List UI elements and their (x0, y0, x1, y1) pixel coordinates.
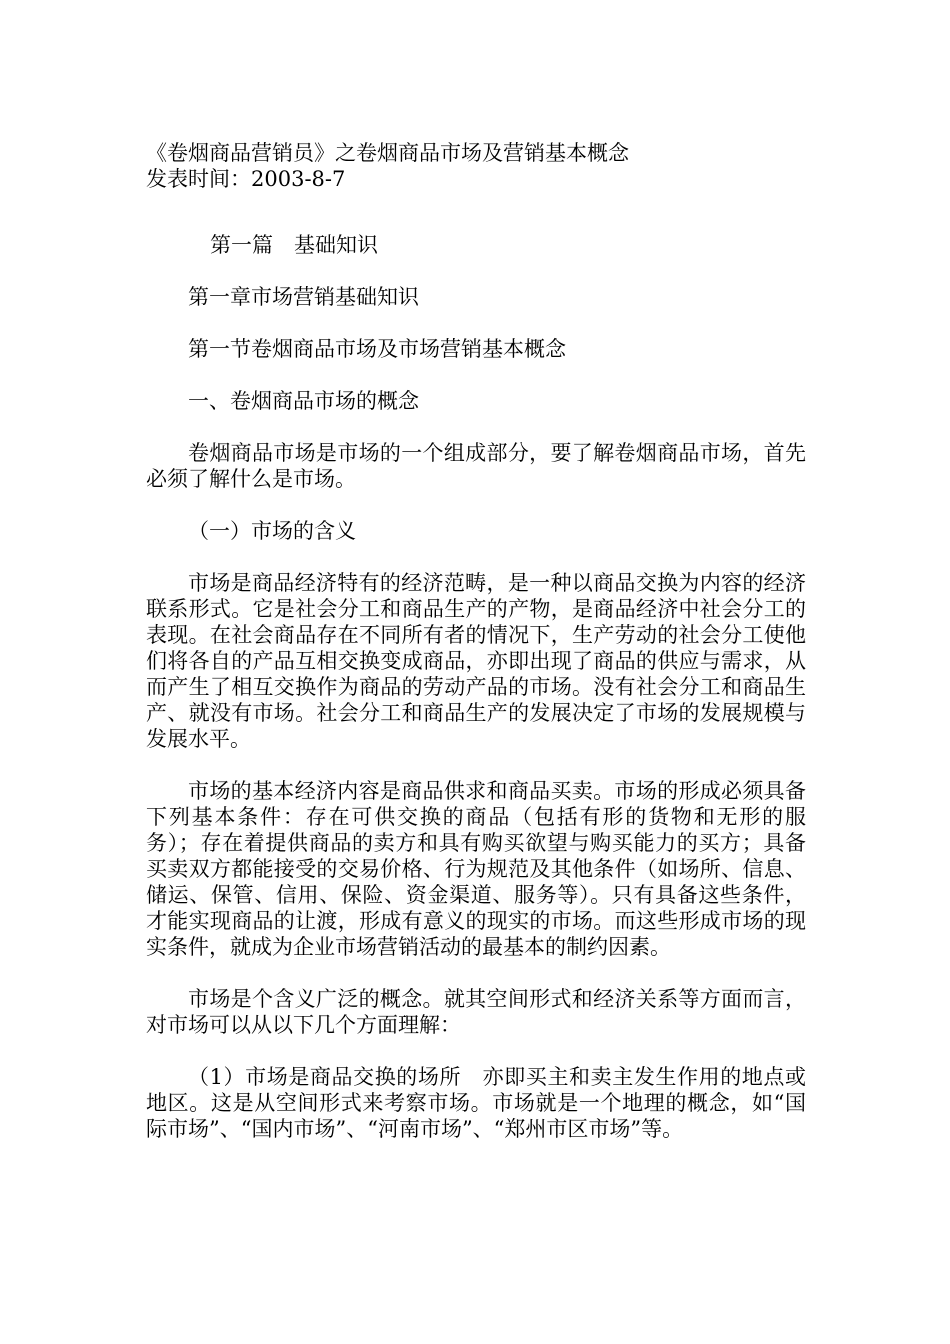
chapter-title: 第一章市场营销基础知识 (188, 285, 419, 309)
body-paragraph: 市场是商品经济特有的经济范畴，是一种以商品交换为内容的经济联系形式。它是社会分工和商品生产的产物，是商品经济中社会分工的表现。在社会商品存在不同所有者的情况下，生产劳动的社会分工使他们将各自的产品互相交换变成商品，亦即出现了商品的供应与需求，从而产生了相互交换作为商品的劳动产品的市场。没有社会分工和商品生产、就没有市场。社会分工和商品生产的发展决定了市场的发展规模与发展水平。 (146, 571, 806, 751)
subsection-title: 一、卷烟商品市场的概念 (188, 389, 419, 413)
part-title: 第一篇 基础知识 (210, 233, 378, 257)
body-paragraph: 市场是个含义广泛的概念。就其空间形式和经济关系等方面而言，对市场可以从以下几个方面理解： (146, 987, 806, 1037)
meaning-title: （一）市场的含义 (188, 519, 356, 543)
intro-paragraph: 卷烟商品市场是市场的一个组成部分，要了解卷烟商品市场，首先必须了解什么是市场。 (146, 441, 806, 491)
publish-date: 发表时间：2003-8-7 (146, 167, 346, 191)
body-paragraph: （1）市场是商品交换的场所 亦即买主和卖主发生作用的地点或地区。这是从空间形式来考察市场。市场就是一个地理的概念，如“国际市场”、“国内市场”、“河南市场”、“郑州市区市场”等。 (146, 1065, 806, 1141)
section-title: 第一节卷烟商品市场及市场营销基本概念 (188, 337, 566, 361)
body-paragraph: 市场的基本经济内容是商品供求和商品买卖。市场的形成必须具备下列基本条件：存在可供交换的商品（包括有形的货物和无形的服务）；存在着提供商品的卖方和具有购买欲望与购买能力的买方；具备买卖双方都能接受的交易价格、行为规范及其他条件（如场所、信息、储运、保管、信用、保险、资金渠道、服务等）。只有具备这些条件，才能实现商品的让渡，形成有意义的现实的市场。而这些形成市场的现实条件，就成为企业市场营销活动的最基本的制约因素。 (146, 779, 806, 959)
document-title: 《卷烟商品营销员》之卷烟商品市场及营销基本概念 (146, 141, 629, 165)
document-page (146, 140, 806, 1142)
